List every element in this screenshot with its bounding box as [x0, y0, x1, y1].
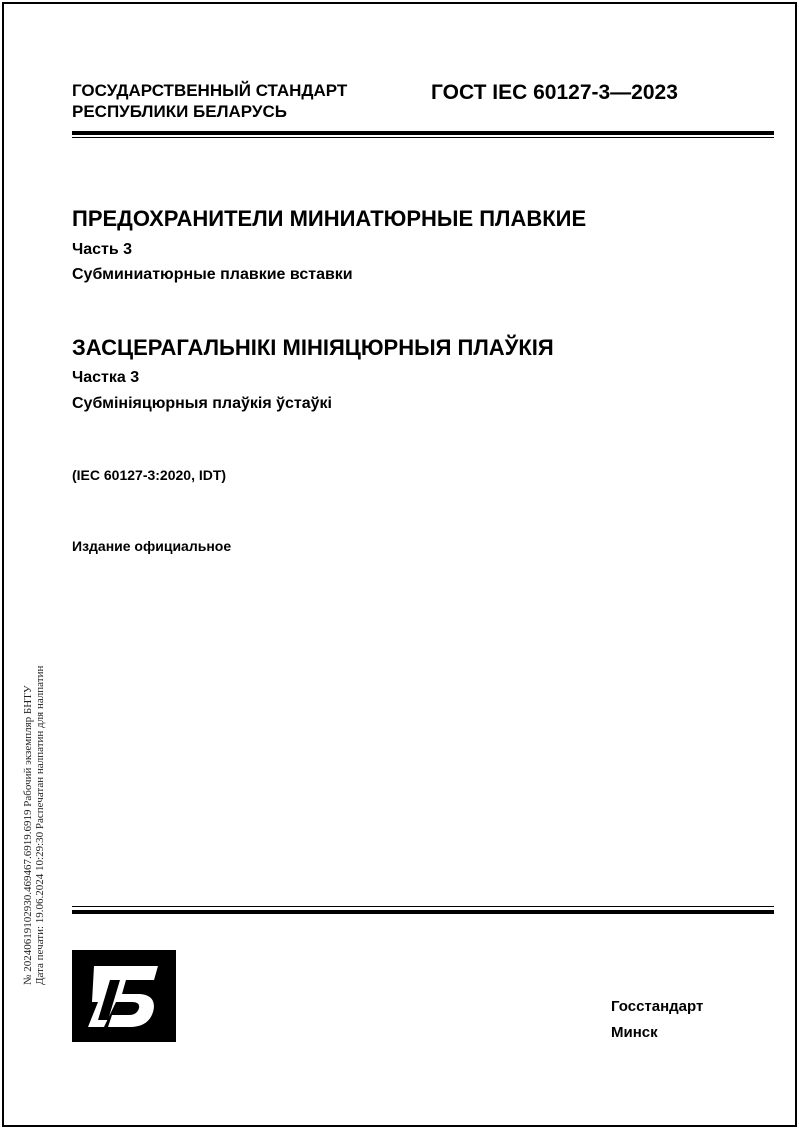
part-be: Частка 3 [72, 369, 140, 386]
print-stamp [22, 666, 46, 985]
part-ru: Часть 3 [72, 241, 133, 258]
title-ru: ПРЕДОХРАНИТЕЛИ МИНИАТЮРНЫЕ ПЛАВКИЕ [72, 206, 587, 231]
title-be: ЗАСЦЕРАГАЛЬНІКІ МІНІЯЦЮРНЫЯ ПЛАЎКІЯ [72, 335, 554, 360]
footer-rule-thin [72, 906, 774, 907]
footer-rule-thick [72, 910, 774, 914]
issuing-body-line2: РЕСПУБЛИКИ БЕЛАРУСЬ [72, 102, 287, 121]
print-stamp-line2: Дата печати: 19.06.2024 10:29:30 Распечатан налпатин для налпатин [34, 665, 46, 985]
publisher-city: Минск [611, 1024, 658, 1041]
standard-code: ГОСТ IEC 60127-3—2023 [431, 81, 678, 104]
publisher-name: Госстандарт [611, 998, 704, 1015]
header-rule-thin [72, 137, 774, 138]
print-stamp-line1: № 20240619102930.469467.6919.6919 Рабочий экземпляр БНТУ [22, 685, 34, 985]
header-rule-thick [72, 131, 774, 135]
issuing-body [72, 80, 347, 122]
subtitle-ru: Субминиатюрные плавкие вставки [72, 266, 353, 283]
stb-logo-mark [72, 950, 176, 1042]
identity-note: (IEC 60127-3:2020, IDT) [72, 467, 227, 483]
subtitle-be: Субмініяцюрныя плаўкія ўстаўкі [72, 395, 332, 412]
issuing-body-line1: ГОСУДАРСТВЕННЫЙ СТАНДАРТ [72, 81, 348, 100]
stb-logo [72, 950, 176, 1042]
edition-label: Издание официальное [72, 538, 232, 554]
